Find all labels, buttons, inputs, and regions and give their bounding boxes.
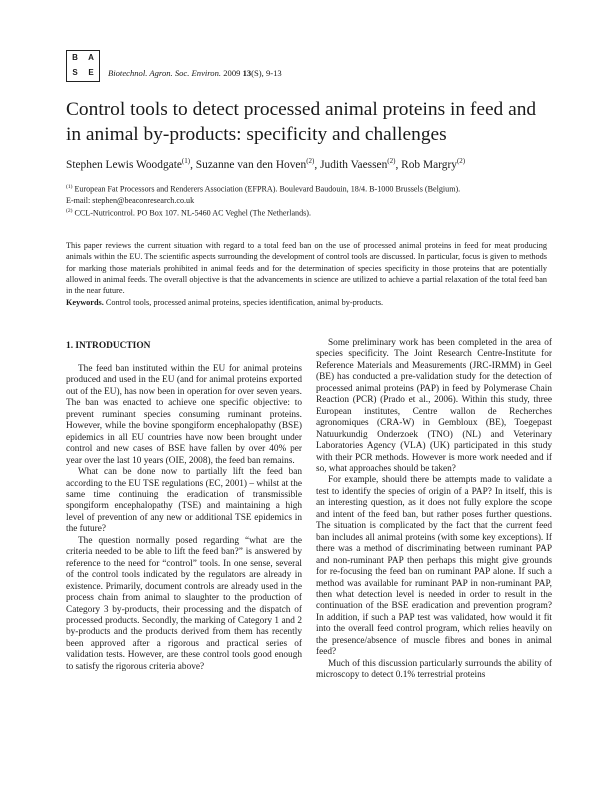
affiliation-email: E-mail: stephen@beaconresearch.co.uk <box>66 195 195 205</box>
affiliations <box>66 182 546 219</box>
logo-letter: E <box>88 68 94 77</box>
author-affiliation-mark: (1) <box>181 157 191 165</box>
section-heading: 1. INTRODUCTION <box>66 341 151 351</box>
logo-letter: B <box>72 53 78 62</box>
journal-issue-pages: (S), 9-13 <box>251 68 282 78</box>
body-paragraph: Much of this discussion particularly surrounds the ability of microscopy to detect 0.1% terrestrial proteins <box>316 658 552 681</box>
logo-letter: A <box>88 53 94 62</box>
logo-letter: S <box>72 68 78 77</box>
author-affiliation-mark: (2) <box>387 157 396 165</box>
author-affiliation-mark: (2) <box>306 157 315 165</box>
body-paragraph: For example, should there be attempts made to validate a test to identify the species of origin of a PAP? In itself, this is an interesting question, as it does not fully explore the scope and intent of the feed ban, but rather poses further questions. The situation is complicated by the fact that the current feed ban includes all animal proteins (with some key exceptions). If there was a method of discriminating between ruminant PAP and non-ruminant PAP then perhaps this might give grounds for re-focusing the feed ban on ruminant PAP alone. If such a method was available for ruminant PAP in non-ruminant PAP, then what detection level is needed in order to result in the continuation of the BSE eradication and prevention program? In addition, if such a PAP test was validated, how would it fit into the overall feed control program, which relies heavily on the presence/absence of muscle fibres and bones in animal feed? <box>316 475 552 658</box>
base-logo <box>66 50 100 82</box>
author-name: Stephen Lewis Woodgate <box>66 158 182 171</box>
affiliation-line: $^{(1)}$ European Fat Processors and Renderers Association (EFPRA). Boulevard Baudouin, 18/4. B-1000 Brussels (Belgium). <box>66 184 461 194</box>
abstract <box>66 240 547 309</box>
body-paragraph: The feed ban instituted within the EU for animal proteins produced and used in the EU (and for animal proteins exported out of the EU), has now been in operation for over seven years. The ban was enacted to achieve one specific objective: to prevent ruminant species consuming ruminant proteins. However, while the bovine spongiform encephalopathy (BSE) epidemics in all EU countries have now been brought under control and new cases of BSE have fallen by over 40% per year over the last 10 years (OIE, 2008), the feed ban remains. <box>66 364 302 466</box>
body-paragraph: The question normally posed regarding “what are the criteria needed to be able to lift the feed ban?” is answered by reference to the need for “control” tools. In one sense, several of the control tools indicated by the regulators are already in existence. Primarily, document controls are already used in the process chain from animal to slaughter to the production of Category 3 by-products, their processing and the dispatch of processed products. Secondly, the marking of Category 1 and 2 by-products and the products derived from them has recently been approved after a rigorous and practical series of validation tests. However, are these control tools good enough to satisfy the rigorous criteria above? <box>66 535 302 672</box>
journal-volume: 13 <box>242 68 252 78</box>
author-name: Rob Margry <box>401 158 457 171</box>
journal-name: Biotechnol. Agron. Soc. Environ. <box>108 68 222 78</box>
keywords <box>66 297 547 308</box>
author-affiliation-mark: (2) <box>456 157 466 165</box>
left-column <box>66 340 302 673</box>
journal-year: 2009 <box>223 68 241 78</box>
right-column <box>316 338 552 682</box>
keywords-text: Control tools, processed animal proteins, species identification, animal by-products. <box>105 298 384 308</box>
abstract-text: This paper reviews the current situation with regard to a total feed ban on the use of processed animal proteins in feed for meat producing animals within the EU. The scientific aspects surrounding the development of control tools are discussed. In particular, focus is given to methods for marking those materials prohibited in animal feeds and for the determination of species specificity in those proteins that are potentially allowed in animal feeds. The overall objective is that the advancements in science are utilized to achieve a partial relaxation of the total feed ban in the near future. <box>66 241 547 296</box>
author-name: Suzanne van den Hoven <box>195 158 307 171</box>
author-name: Judith Vaessen <box>320 158 388 171</box>
paper-title: Control tools to detect processed animal proteins in feed and in animal by-products: specificity and challenges <box>66 99 537 145</box>
body-paragraph: What can be done now to partially lift the feed ban according to the EU TSE regulations (EC, 2001) – whilst at the same time continuing the eradication of transmissible spongiform encephalopathy (TSE) and maintaining a high level of prevention of any new or additional TSE epidemics in the future? <box>66 467 302 535</box>
author-list: Stephen Lewis Woodgate$^{(1)}$, Suzanne van den Hoven$^{(2)}$, Judith Vaessen$^{(2)}$, Rob Margry$^{(2)}$ <box>66 157 466 171</box>
journal-citation <box>108 68 282 78</box>
keywords-label: Keywords. <box>66 298 104 308</box>
affiliation-line: $^{(2)}$ CCL-Nutricontrol. PO Box 107. NL-5460 AC Veghel (The Netherlands). <box>66 208 312 218</box>
body-paragraph: Some preliminary work has been completed in the area of species specificity. The Joint Research Centre-Institute for Reference Materials and Measurements (JRC-IRMM) in Geel (BE) has conducted a pre-validation study for the detection of processed animal proteins (PAP) in feed by Polymerase Chain Reaction (PCR) (Prado et al., 2006). Within this study, three European institutes, Centre wallon de Recherches agronomiques (CRA-W) in Gembloux (BE), Toegepast Natuurkundig Onderzoek (TNO) (NL) and Veterinary Laboratories Agency (VLA) (UK) participated in this study with their PCR methods. However is more work needed and if so, what approaches should be taken? <box>316 338 552 474</box>
